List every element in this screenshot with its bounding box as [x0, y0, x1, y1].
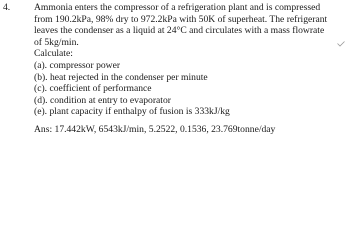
question-line-1: Ammonia enters the compressor of a refrigeration plant and is compressed	[34, 2, 321, 13]
question-number: 4.	[3, 2, 11, 13]
question-line-4: of 5kg/min.	[34, 36, 79, 48]
part-a: (a). compressor power	[34, 59, 121, 71]
tick-mark-icon	[337, 41, 345, 47]
part-d: (d). condition at entry to evaporator	[34, 94, 171, 106]
question-body	[34, 2, 344, 136]
calculate-heading: Calculate:	[34, 48, 73, 60]
part-b: (b). heat rejected in the condenser per minute	[34, 71, 208, 83]
answer-line: Ans: 17.442kW, 6543kJ/min, 5.2522, 0.1536, 23.769tonne/day	[34, 123, 276, 135]
question-line-2: from 190.2kPa, 98% dry to 972.2kPa with 50K of superheat. The refrigerant	[34, 13, 328, 25]
part-e: (e). plant capacity if enthalpy of fusion is 333kJ/kg	[34, 106, 230, 118]
part-c: (c). coefficient of performance	[34, 83, 152, 95]
question-line-3: leaves the condenser as a liquid at 24°C and circulates with a mass flowrate	[34, 25, 325, 37]
